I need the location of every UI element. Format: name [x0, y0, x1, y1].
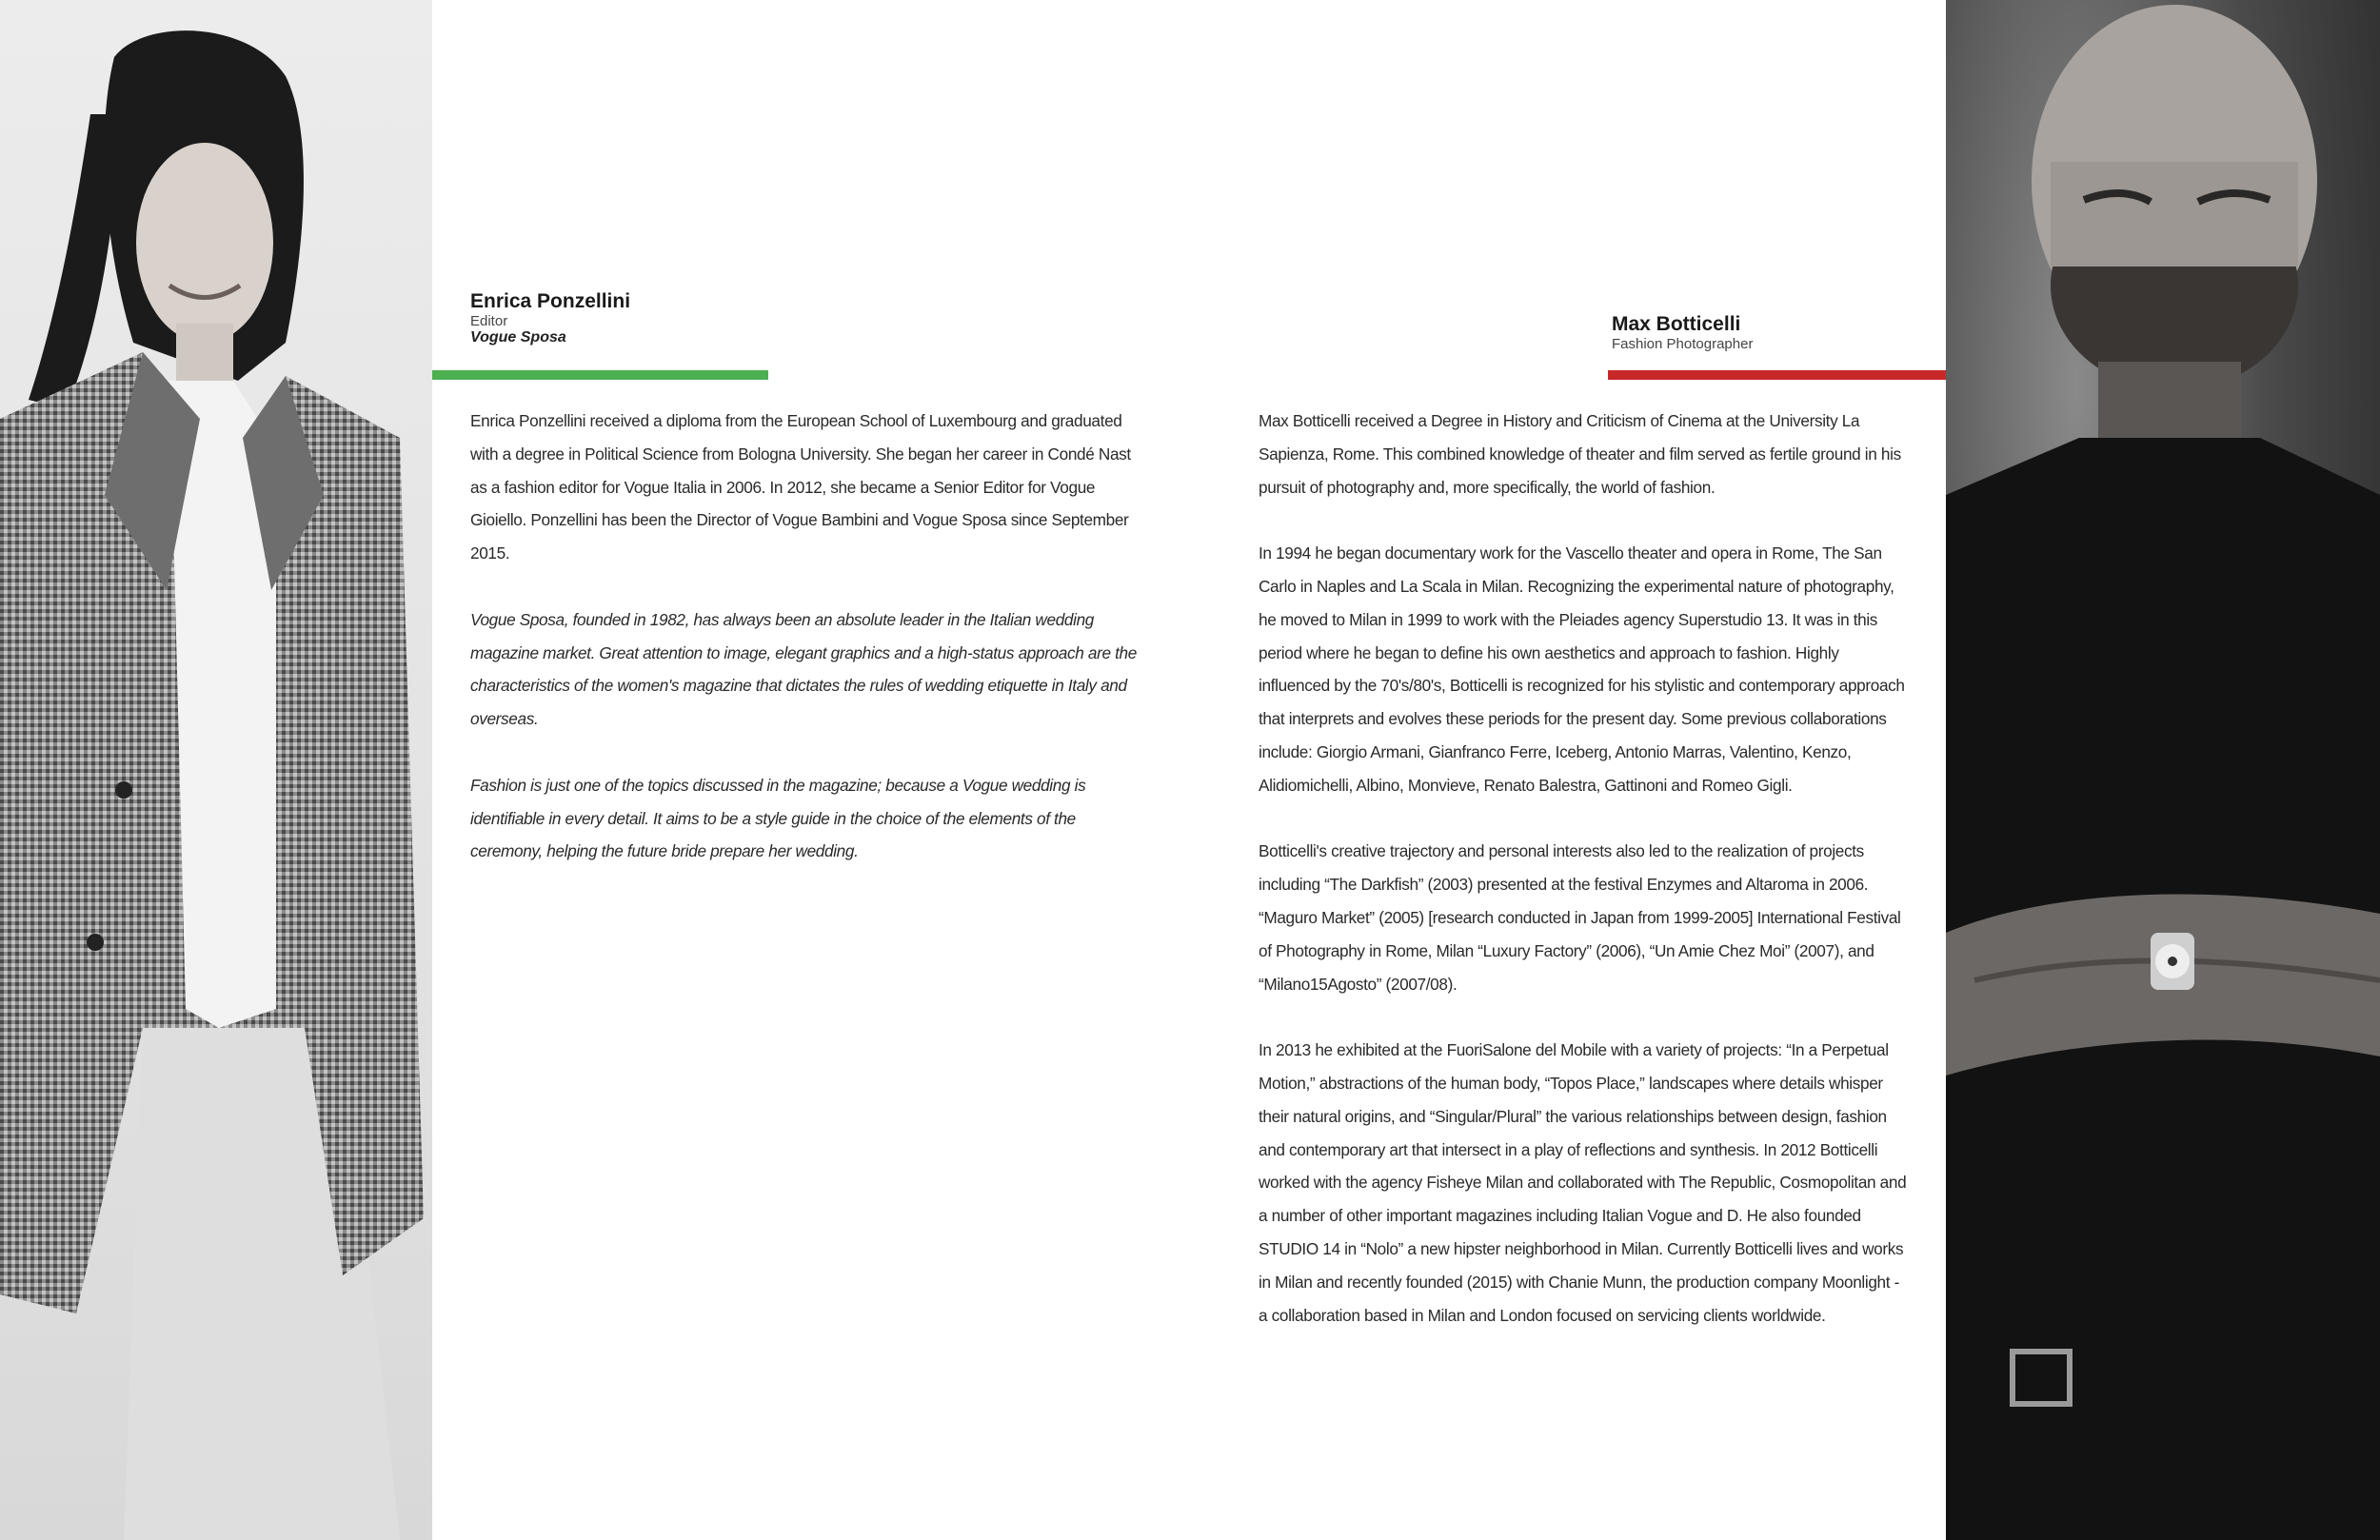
- bio-paragraph: In 2013 he exhibited at the FuoriSalone del Mobile with a variety of projects: “In a Perpetual Motion,” abstractions of the human body, “Topos Place,” landscapes where details whisper their natural origins, and “Singular/Plural” the various relationships between design, fashion and contemporary art that intersect in a play of reflections and synthesis. In 2012 Botticelli worked with the agency Fisheye Milan and collaborated with The Republic, Cosmopolitan and a number of other important magazines including Italian Vogue and D. He also founded STUDIO 14 in “Nolo” a new hipster neighborhood in Milan. Currently Botticelli lives and works in Milan and recently founded (2015) with Chanie Munn, the production company Moonlight - a collaboration based in Milan and London focused on servicing clients worldwide.: [1259, 1040, 1907, 1325]
- profile-header-max: [1612, 313, 1753, 352]
- profile-publication: Vogue Sposa: [470, 329, 566, 346]
- profile-name: Enrica Ponzellini: [470, 290, 631, 312]
- bio-paragraph: Enrica Ponzellini received a diploma from the European School of Luxembourg and graduated with a degree in Political Science from Bologna University. She began her career in Condé Nast as a fashion editor for Vogue Italia in 2006. In 2012, she became a Senior Editor for Vogue Gioiello. Ponzellini has been the Director of Vogue Bambini and Vogue Sposa since September 2015.: [470, 411, 1131, 563]
- portrait-photo-max-botticelli: [1946, 0, 2380, 1540]
- profile-role: Fashion Photographer: [1612, 336, 1754, 353]
- accent-bar-green: [432, 370, 768, 380]
- bio-paragraph: Vogue Sposa, founded in 1982, has always been an absolute leader in the Italian wedding magazine market. Great attention to image, elegant graphics and a high-status approach are the characteristics of the women's magazine that dictates the rules of wedding etiquette in Italy and overseas.: [470, 609, 1137, 729]
- biography-enrica: [470, 405, 1137, 901]
- bio-paragraph: In 1994 he began documentary work for the Vascello theater and opera in Rome, The San Carlo in Naples and La Scala in Milan. Recognizing the experimental nature of photography, he moved to Milan in 1999 to work with the Pleiades agency Superstudio 13. It was in this period where he began to define his own aesthetics and approach to fashion. Highly influenced by the 70's/80's, Botticelli is recognized for his stylistic and contemporary approach that interprets and evolves these periods for the present day. Some previous collaborations include: Giorgio Armani, Gianfranco Ferre, Iceberg, Antonio Marras, Valentino, Kenzo, Alidiomichelli, Albino, Monvieve, Renato Balestra, Gattinoni and Romeo Gigli.: [1259, 543, 1905, 795]
- profile-header-enrica: [470, 290, 630, 347]
- bio-paragraph: Max Botticelli received a Degree in History and Criticism of Cinema at the University La Sapienza, Rome. This combined knowledge of theater and film served as fertile ground in his pursuit of photography and, more specifically, the world of fashion.: [1259, 411, 1901, 497]
- biography-max: [1259, 405, 1911, 1365]
- bio-paragraph: Fashion is just one of the topics discussed in the magazine; because a Vogue wedding is identifiable in every detail. It aims to be a style guide in the choice of the elements of the ceremony, helping the future bride prepare her wedding.: [470, 775, 1086, 861]
- portrait-photo-enrica-ponzellini: [0, 0, 432, 1540]
- profile-name: Max Botticelli: [1612, 313, 1741, 335]
- profile-role: Editor: [470, 313, 508, 330]
- bio-paragraph: Botticelli's creative trajectory and personal interests also led to the realization of projects including “The Darkfish” (2003) presented at the festival Enzymes and Altaroma in 2006. “Maguro Market” (2005) [research conducted in Japan from 1999-2005] International Festival of Photography in Rome, Milan “Luxury Factory” (2006), “Un Amie Chez Moi” (2007), and “Milano15Agosto” (2007/08).: [1259, 841, 1901, 994]
- accent-bar-red: [1608, 370, 1946, 380]
